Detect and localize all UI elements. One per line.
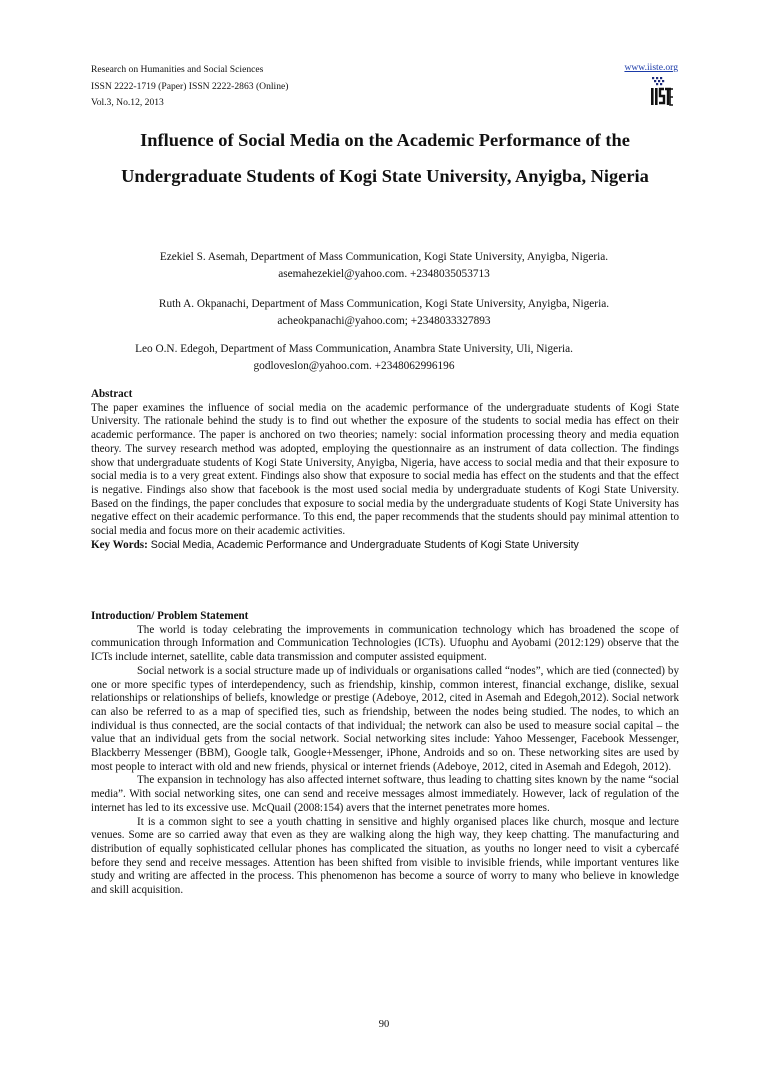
author-2-contact: acheokpanachi@yahoo.com; +2348033327893 (277, 314, 491, 327)
author-2-affiliation: Ruth A. Okpanachi, Department of Mass Communication, Kogi State University, Anyigba, Nigeria. (158, 298, 610, 310)
keywords-text: Social Media, Academic Performance and Undergraduate Students of Kogi State University (147, 538, 579, 551)
journal-issn: ISSN 2222-1719 (Paper) ISSN 2222-2863 (Online) (91, 80, 289, 92)
page-number: 90 (378, 1019, 390, 1030)
author-1-affiliation: Ezekiel S. Asemah, Department of Mass Communication, Kogi State University, Anyigba, Nigeria. (159, 251, 609, 263)
keywords-label: Key Words: (91, 538, 148, 551)
iiste-logo-icon (650, 77, 674, 107)
author-3-affiliation: Leo O.N. Edegoh, Department of Mass Communication, Anambra State University, Uli, Nigeria. (135, 343, 573, 355)
intro-paragraph: It is a common sight to see a youth chatting in sensitive and highly organised places like church, mosque and lecture venues. Some are so carried away that even as they are walking along the high way, they keep chatting. The manufacturing and distribution of equally sophisticated cellular phones has complicated the situation, as youths no longer need to visit a cybercafé before they send and receive messages. Attention has been shifted from visible to invisible friends, while important ventures like study and writing are affected in the process. This phenomenon has become a source of worry to many who believe in knowledge and skill acquisition. (91, 815, 679, 897)
abstract-text: The paper examines the influence of social media on the academic performance of the undergraduate students of Kogi State University. The rationale behind the study is to find out whether the exposure of the students to social media has effect on their academic performance. The paper is anchored on two theories; namely: social information processing theory and media equation theory. The survey research method was adopted, employing the questionnaire as an instrument of data collection. The findings show that undergraduate students of Kogi State University, Anyigba, Nigeria, have access to social media and that their exposure to social media is to a very great extent. Findings also show that exposure to social media has effect on the students and that the effect is negative. Findings also show that facebook is the most used social media by undergraduate students of Kogi State University. Based on the findings, the paper concludes that exposure to social media by the undergraduate students of Kogi State University has negative effect on their academic performance. To this end, the paper recommends that the students should pay minimal attention to social media and focus more on their academic activities. (91, 401, 679, 538)
author-block-3 (0, 341, 708, 374)
intro-paragraph: The expansion in technology has also affected internet software, thus leading to chatting sites known by the name “social media”. With social networking sites, one can send and receive messages almost immediately. However, lack of regulation of the internet has led to its excessive use. McQuail (2008:154) avers that the internet penetrates more homes. (91, 774, 679, 814)
abstract-section (91, 388, 679, 552)
journal-volume: Vol.3, No.12, 2013 (91, 97, 164, 108)
intro-paragraph: The world is today celebrating the improvements in communication technology which has broadened the scope of communication through Information and Communication Technologies (ICTs). Ufuophu and Ayobami (2012:129) observe that the ICTs include internet, satellite, cable data transmission and computer assisted equipment. (91, 623, 679, 664)
intro-paragraph: Social network is a social structure made up of individuals or organisations called “nodes”, which are tied (connected) by one or more specific types of interdependency, such as friendship, kinship, common interest, financial exchange, dislike, sexual relationships or relationships of beliefs, knowledge or prestige (Adeboye, 2012, cited in Asemah and Edegoh,2012). Social network can also be referred to as a map of specified ties, such as friendship, between the nodes being studied. The nodes, to which an individual is thus connected, are the social contacts of that individual; the network can also be used to measure social capital – the value that an individual gets from the social network. Social networking sites include: Yahoo Messenger, Facebook Messenger, Blackberry Messenger (BBM), Google talk, Google+Messenger, iPhone, Androids and so on. These networking sites are used by most people to interact with old and new friends, physical or internet friends (Adeboye, 2012, cited in Asemah and Edegoh, 2012). (91, 664, 679, 773)
abstract-heading: Abstract (91, 388, 133, 400)
author-1-contact: asemahezekiel@yahoo.com. +2348035053713 (278, 267, 490, 280)
journal-name: Research on Humanities and Social Sciences (91, 64, 264, 75)
journal-header (91, 62, 288, 112)
author-block-2 (0, 296, 768, 329)
author-3-contact: godloveslon@yahoo.com. +2348062996196 (253, 359, 455, 372)
journal-url-link[interactable]: www.iiste.org (624, 62, 678, 73)
introduction-section (91, 610, 679, 898)
paper-title: Influence of Social Media on the Academic Performance of the Undergraduate Students of Kogi State University, Anyigba, Nigeria (121, 130, 649, 186)
keywords-line (91, 539, 679, 553)
author-block-1 (0, 249, 768, 282)
introduction-heading: Introduction/ Problem Statement (91, 610, 249, 622)
